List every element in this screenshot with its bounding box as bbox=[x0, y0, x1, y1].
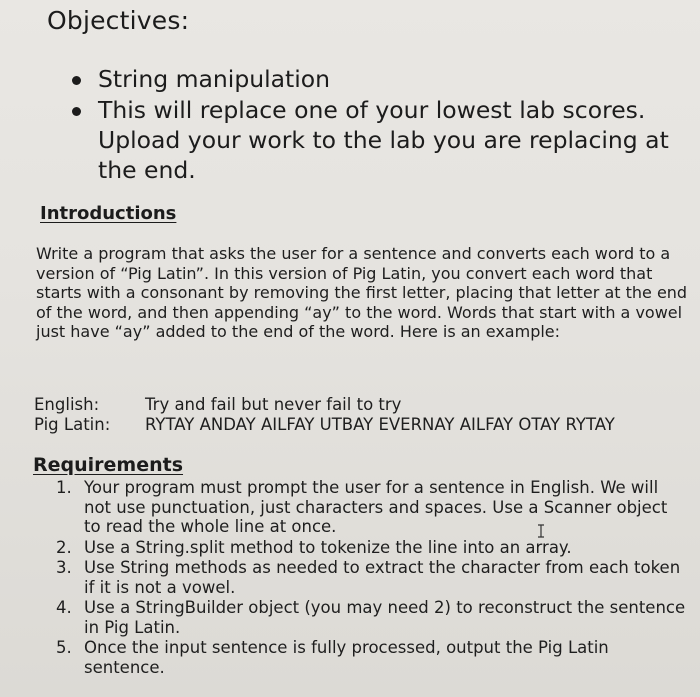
requirement-text: Use a StringBuilder object (you may need 2) to reconstruct the sentence in Pig Latin. bbox=[84, 598, 686, 637]
requirement-number: 1. bbox=[56, 478, 72, 497]
objectives-heading: Objectives: bbox=[47, 6, 190, 35]
requirements-list bbox=[56, 478, 688, 678]
english-sentence: Try and fail but never fail to try bbox=[145, 395, 402, 414]
objective-item: String manipulation bbox=[72, 64, 682, 94]
objective-item: This will replace one of your lowest lab scores. Upload your work to the lab you are replacing at the end. bbox=[72, 95, 682, 185]
requirement-item bbox=[56, 638, 688, 677]
piglatin-sentence: RYTAY ANDAY AILFAY UTBAY EVERNAY AILFAY OTAY RYTAY bbox=[145, 415, 615, 434]
requirement-number: 4. bbox=[56, 598, 72, 617]
requirement-text: Use a String.split method to tokenize the line into an array. bbox=[84, 537, 572, 557]
introductions-title: Introductions bbox=[40, 203, 177, 224]
piglatin-label: Pig Latin: bbox=[34, 415, 111, 434]
requirement-text: Once the input sentence is fully processed, output the Pig Latin sentence. bbox=[84, 638, 609, 677]
requirement-item bbox=[56, 558, 688, 597]
requirement-number: 5. bbox=[56, 638, 72, 657]
example-piglatin-row bbox=[34, 415, 615, 435]
requirement-text: Your program must prompt the user for a sentence in English. We will not use punctuation, just characters and spaces. Use a Scanner object to read the whole line at once. bbox=[84, 478, 668, 536]
objectives-list bbox=[72, 64, 682, 186]
requirement-text: Use String methods as needed to extract the character from each token if it is not a vowel. bbox=[84, 558, 681, 597]
text-cursor-icon bbox=[537, 524, 545, 538]
introductions-text: Write a program that asks the user for a sentence and converts each word to a version of “Pig Latin”. In this version of Pig Latin, you convert each word that starts with a consonant by removing the first letter, placing that letter at the end of the word, and then appending “ay” to the word. Words that start with a vowel just have “ay” added to the end of the word. Here is an example: bbox=[36, 244, 688, 341]
requirements-title: Requirements bbox=[33, 454, 184, 476]
requirement-number: 3. bbox=[56, 558, 72, 577]
english-label: English: bbox=[34, 395, 100, 414]
requirement-number: 2. bbox=[56, 537, 72, 557]
requirement-item bbox=[56, 478, 688, 537]
example-block bbox=[34, 395, 615, 435]
requirement-item bbox=[56, 598, 688, 637]
example-english-row bbox=[34, 395, 615, 415]
requirement-item bbox=[56, 538, 688, 558]
